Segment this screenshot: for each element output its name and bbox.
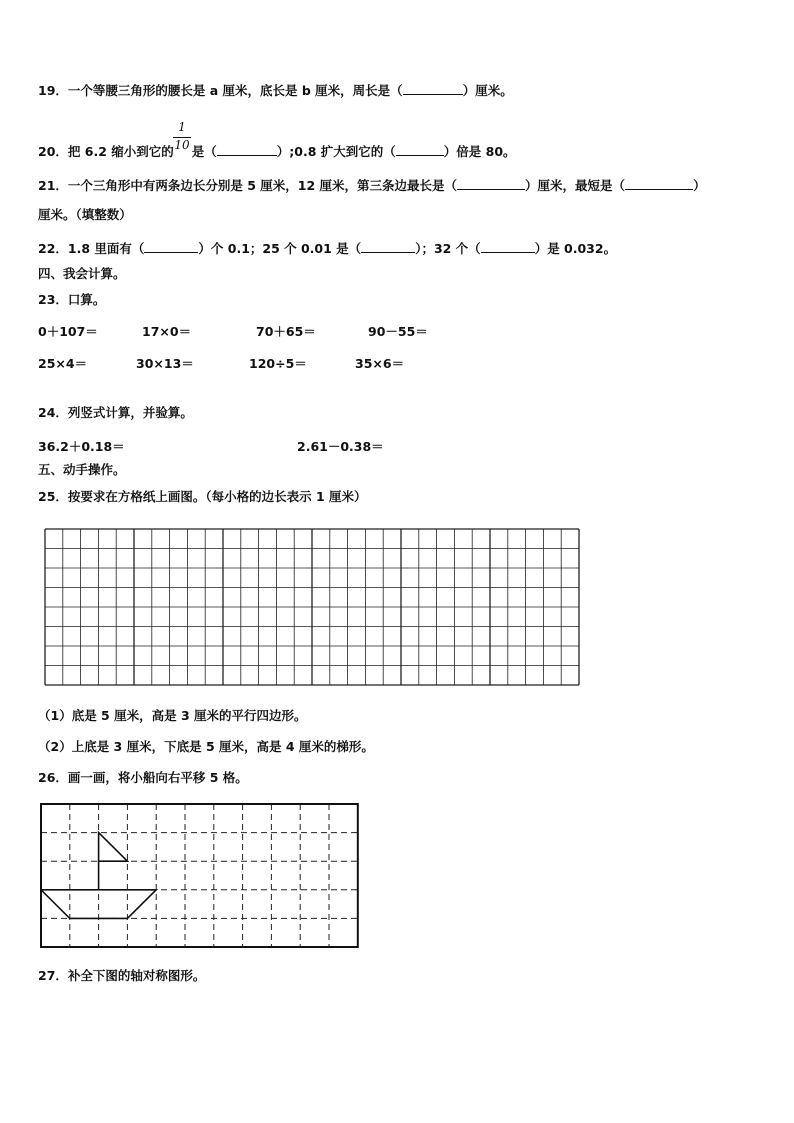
- boat-grid[interactable]: [40, 803, 360, 951]
- calc-item: 30×13＝: [136, 356, 194, 371]
- question-25-sub1: （1）底是 5 厘米，高是 3 厘米的平行四边形。: [38, 708, 307, 723]
- question-23-title: 23．口算。: [38, 292, 106, 307]
- calc-item: 25×4＝: [38, 356, 88, 371]
- grid-border: [41, 804, 358, 947]
- q19-text: 19．一个等腰三角形的腰长是 a 厘米，底长是 b 厘米，周长是（: [38, 83, 403, 98]
- section-5-heading: 五、动手操作。: [38, 462, 126, 477]
- q20-answer-blank-2[interactable]: [396, 143, 444, 156]
- question-27-title: 27．补全下图的轴对称图形。: [38, 968, 206, 983]
- q20-answer-blank-1[interactable]: [217, 143, 277, 156]
- question-24-title: 24．列竖式计算，并验算。: [38, 405, 193, 420]
- calc-item: 35×6＝: [355, 356, 405, 371]
- calc-item: 120÷5＝: [249, 356, 307, 371]
- question-19: 19．一个等腰三角形的腰长是 a 厘米，底长是 b 厘米，周长是（ ）厘米。: [38, 83, 513, 98]
- square-grid-paper[interactable]: [44, 528, 584, 686]
- vertical-calc-item: 36.2＋0.18＝: [38, 439, 125, 454]
- section-4-heading: 四、我会计算。: [38, 266, 126, 281]
- q22-answer-blank-2[interactable]: [361, 240, 415, 253]
- question-25-sub2: （2）上底是 3 厘米，下底是 5 厘米，高是 4 厘米的梯形。: [38, 739, 374, 754]
- question-26-title: 26．画一画，将小船向右平移 5 格。: [38, 770, 248, 785]
- vertical-calc-item: 2.61－0.38＝: [297, 439, 384, 454]
- question-25-title: 25．按要求在方格纸上画图。（每小格的边长表示 1 厘米）: [38, 489, 367, 504]
- q22-answer-blank-3[interactable]: [481, 240, 535, 253]
- calc-item: 17×0＝: [142, 324, 192, 339]
- boat-sail: [99, 833, 128, 862]
- question-21: 21．一个三角形中有两条边长分别是 5 厘米，12 厘米，第三条边最长是（ ）厘米，最短是（ ）: [38, 178, 706, 193]
- question-20: 20．把 6.2 缩小到它的 是（ ）;0.8 扩大到它的（ ）倍是 80。: [38, 144, 516, 159]
- question-22: 22．1.8 里面有（ ）个 0.1；25 个 0.01 是（ ）；32 个（ ）是 0.032。: [38, 241, 617, 256]
- question-21-line2: 厘米。（填整数）: [38, 207, 132, 222]
- fraction-denominator: 10: [174, 138, 190, 152]
- q21-answer-blank-2[interactable]: [625, 177, 693, 190]
- q22-answer-blank-1[interactable]: [144, 240, 198, 253]
- q21-answer-blank-1[interactable]: [457, 177, 525, 190]
- calc-item: 70＋65＝: [256, 324, 316, 339]
- q19-answer-blank[interactable]: [403, 82, 463, 95]
- calc-item: 90－55＝: [368, 324, 428, 339]
- calc-item: 0＋107＝: [38, 324, 98, 339]
- fraction-numerator: 1: [178, 120, 186, 134]
